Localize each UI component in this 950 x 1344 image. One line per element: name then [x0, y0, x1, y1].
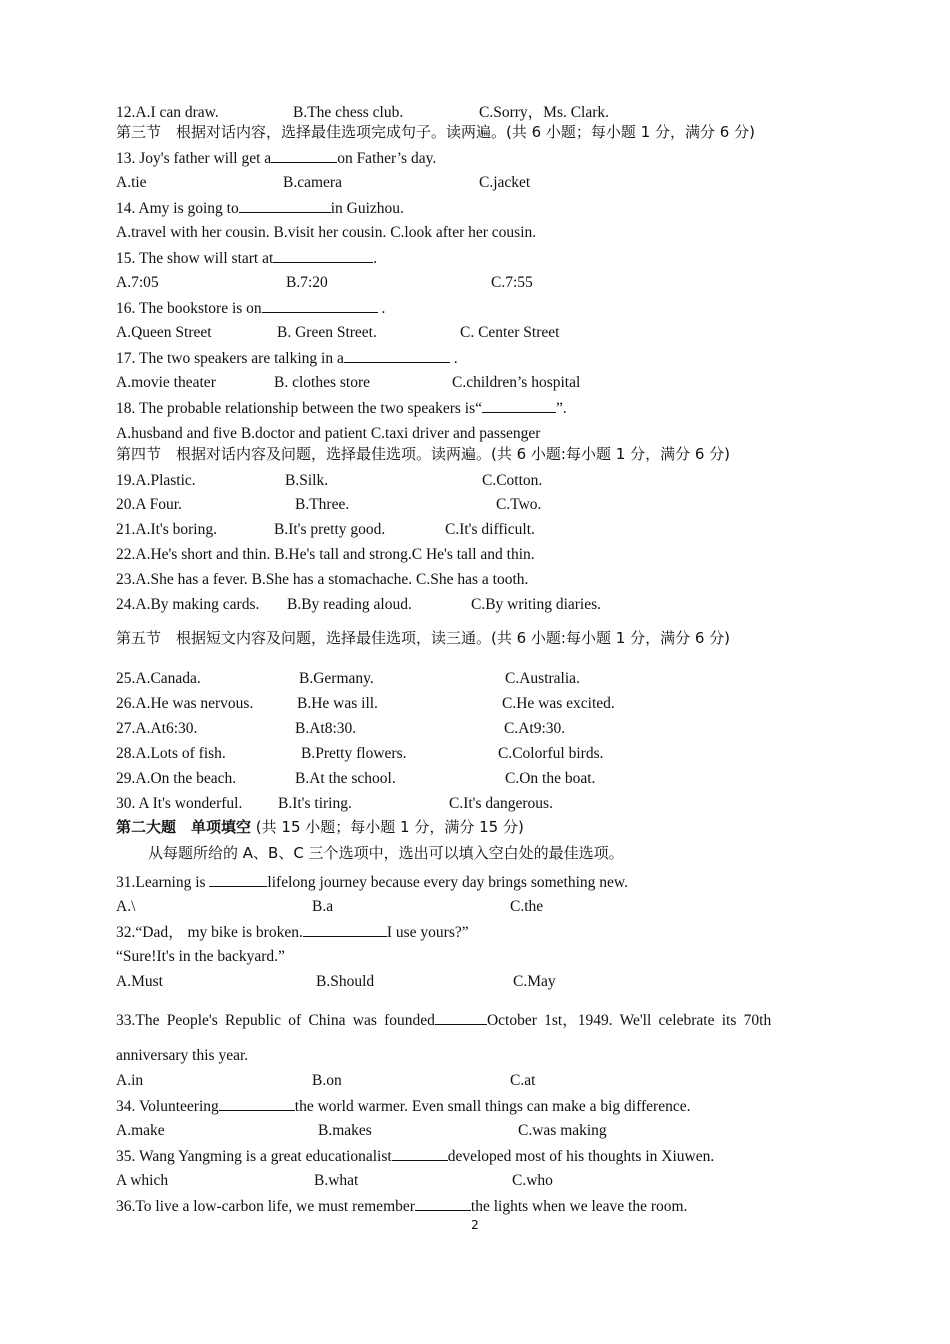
option-c: C.May — [513, 973, 556, 990]
answer-blank — [271, 148, 337, 163]
q15-text: 15. The show will start at — [116, 250, 274, 267]
answer-blank — [273, 248, 373, 263]
option-a: A.in — [116, 1072, 144, 1089]
option-a: 30. A It's wonderful. — [116, 795, 243, 812]
option-c: C.7:55 — [491, 274, 533, 291]
option-a: A which — [116, 1172, 169, 1189]
option-a: 24.A.By making cards. — [116, 596, 260, 613]
option-b: B.on — [312, 1072, 342, 1089]
q32-stem — [116, 922, 469, 943]
option-c: C.On the boat. — [505, 770, 596, 787]
q34-text: 34. Volunteering — [116, 1098, 219, 1115]
q13-text-end: on Father’s day. — [337, 150, 437, 167]
q35-stem — [116, 1146, 714, 1167]
option-a: A.7:05 — [116, 274, 159, 291]
q18-text: 18. The probable relationship between the two speakers is“ — [116, 400, 483, 417]
q18-options: A.husband and five B.doctor and patient C.taxi driver and passenger — [116, 425, 541, 442]
q22-options: 22.A.He's short and thin. B.He's tall and strong.C He's tall and thin. — [116, 546, 535, 563]
option-a: 28.A.Lots of fish. — [116, 745, 226, 762]
option-b: B.The chess club. — [293, 104, 404, 121]
option-b: B.what — [314, 1172, 359, 1189]
q34-stem — [116, 1096, 690, 1117]
option-b: B.Pretty flowers. — [301, 745, 407, 762]
answer-blank — [482, 398, 556, 413]
q36-text: 36.To live a low-carbon life, we must remember — [116, 1198, 415, 1215]
option-a: 26.A.He was nervous. — [116, 695, 254, 712]
option-c: C.It's dangerous. — [449, 795, 553, 812]
part-2-title: 第二大题 单项填空 — [116, 818, 252, 836]
q17-stem — [116, 348, 458, 369]
option-c: C.Two. — [496, 496, 542, 513]
option-b: B.a — [312, 898, 334, 915]
option-c: C.who — [512, 1172, 553, 1189]
answer-blank — [344, 348, 450, 363]
answer-blank — [209, 872, 267, 887]
part-2-heading — [116, 817, 524, 837]
part-2-instructions: 从每题所给的 A、B、C 三个选项中，选出可以填入空白处的最佳选项。 — [148, 844, 624, 862]
q14-options: A.travel with her cousin. B.visit her cousin. C.look after her cousin. — [116, 224, 537, 241]
option-c: C.By writing diaries. — [471, 596, 602, 613]
q14-text-end: in Guizhou. — [330, 200, 404, 217]
q13-stem — [116, 148, 436, 169]
option-c: C.At9:30. — [504, 720, 566, 737]
q31-text-end: lifelong journey because every day brings something new. — [267, 874, 628, 891]
answer-blank — [435, 1010, 487, 1025]
q31-stem — [116, 872, 628, 893]
page-number: 2 — [471, 1218, 479, 1232]
option-b: B.Germany. — [299, 670, 374, 687]
option-a: A.make — [116, 1122, 165, 1139]
q36-stem — [116, 1196, 687, 1217]
q34-text-end: the world warmer. Even small things can make a big difference. — [294, 1098, 691, 1115]
q14-text: 14. Amy is going to — [116, 200, 239, 217]
q32-text-end: I use yours?” — [386, 924, 469, 941]
option-b: B.Silk. — [285, 472, 329, 489]
option-c: C.was making — [518, 1122, 607, 1139]
q16-text-end: . — [377, 300, 386, 317]
option-c: C.the — [510, 898, 544, 915]
option-b: B. Green Street. — [277, 324, 377, 341]
answer-blank — [303, 922, 387, 937]
q16-text: 16. The bookstore is on — [116, 300, 262, 317]
q15-text-end: . — [373, 250, 378, 267]
q31-text: 31.Learning is — [116, 874, 210, 891]
option-b: B.By reading aloud. — [287, 596, 412, 613]
option-a: A.Must — [116, 973, 163, 990]
answer-blank — [219, 1096, 295, 1111]
option-c: C.Australia. — [505, 670, 580, 687]
q17-text-end: . — [449, 350, 458, 367]
option-a: A.Queen Street — [116, 324, 212, 341]
section-4-heading: 第四节 根据对话内容及问题，选择最佳选项。读两遍。(共 6 小题:每小题 1 分，满分 6 分) — [116, 445, 731, 463]
option-b: B.makes — [318, 1122, 372, 1139]
option-b: B.At the school. — [295, 770, 396, 787]
q32-reply: “Sure!It's in the backyard.” — [116, 948, 285, 965]
answer-blank — [262, 298, 378, 313]
option-a: 20.A Four. — [116, 496, 182, 513]
option-a: 19.A.Plastic. — [116, 472, 196, 489]
option-b: B.He was ill. — [297, 695, 378, 712]
option-c: C.Sorry，Ms. Clark. — [479, 104, 610, 121]
option-b: B.At8:30. — [295, 720, 357, 737]
q23-options: 23.A.She has a fever. B.She has a stomachache. C.She has a tooth. — [116, 571, 529, 588]
q16-stem — [116, 298, 385, 319]
option-a: 27.A.At6:30. — [116, 720, 198, 737]
option-c: C.Colorful birds. — [498, 745, 604, 762]
section-5-heading: 第五节 根据短文内容及问题，选择最佳选项，读三通。(共 6 小题:每小题 1 分，满分 6 分) — [116, 629, 731, 647]
q18-text-end: ”. — [556, 400, 567, 417]
q32-text: 32.“Dad， my bike is broken. — [116, 924, 303, 941]
part-2-score-note: (共 15 小题；每小题 1 分，满分 15 分) — [251, 818, 524, 836]
answer-blank — [239, 198, 331, 213]
option-a: A.tie — [116, 174, 147, 191]
q33-text: 33.The People's Republic of China was founded — [116, 1012, 435, 1029]
option-a: 21.A.It's boring. — [116, 521, 217, 538]
option-b: B.It's pretty good. — [274, 521, 386, 538]
q35-text-end: developed most of his thoughts in Xiuwen. — [447, 1148, 715, 1165]
option-a: 12.A.I can draw. — [116, 104, 219, 121]
option-b: B.It's tiring. — [278, 795, 352, 812]
option-c: C.children’s hospital — [452, 374, 581, 391]
q35-text: 35. Wang Yangming is a great educationalist — [116, 1148, 392, 1165]
option-c: C.jacket — [479, 174, 531, 191]
answer-blank — [392, 1146, 448, 1161]
option-b: B.camera — [283, 174, 342, 191]
q33-text-end: October 1st，1949. We'll celebrate its 70th — [486, 1012, 772, 1029]
option-a: A.movie theater — [116, 374, 216, 391]
option-b: B.Should — [316, 973, 375, 990]
option-c: C.at — [510, 1072, 536, 1089]
option-c: C.He was excited. — [502, 695, 615, 712]
q17-text: 17. The two speakers are talking in a — [116, 350, 344, 367]
option-b: B. clothes store — [274, 374, 370, 391]
q15-stem — [116, 248, 377, 269]
option-b: B.7:20 — [286, 274, 328, 291]
answer-blank — [415, 1196, 471, 1211]
q36-text-end: the lights when we leave the room. — [470, 1198, 688, 1215]
option-c: C. Center Street — [460, 324, 560, 341]
q13-text: 13. Joy's father will get a — [116, 150, 272, 167]
q14-stem — [116, 198, 404, 219]
q18-stem — [116, 398, 567, 419]
q33-stem — [116, 1010, 771, 1031]
option-a: 29.A.On the beach. — [116, 770, 237, 787]
q33-continuation: anniversary this year. — [116, 1047, 249, 1064]
option-b: B.Three. — [295, 496, 350, 513]
option-c: C.Cotton. — [482, 472, 543, 489]
section-3-heading: 第三节 根据对话内容，选择最佳选项完成句子。读两遍。(共 6 小题；每小题 1 分，满分 6 分) — [116, 123, 755, 141]
option-a: 25.A.Canada. — [116, 670, 201, 687]
option-a: A.\ — [116, 898, 136, 915]
option-c: C.It's difficult. — [445, 521, 535, 538]
